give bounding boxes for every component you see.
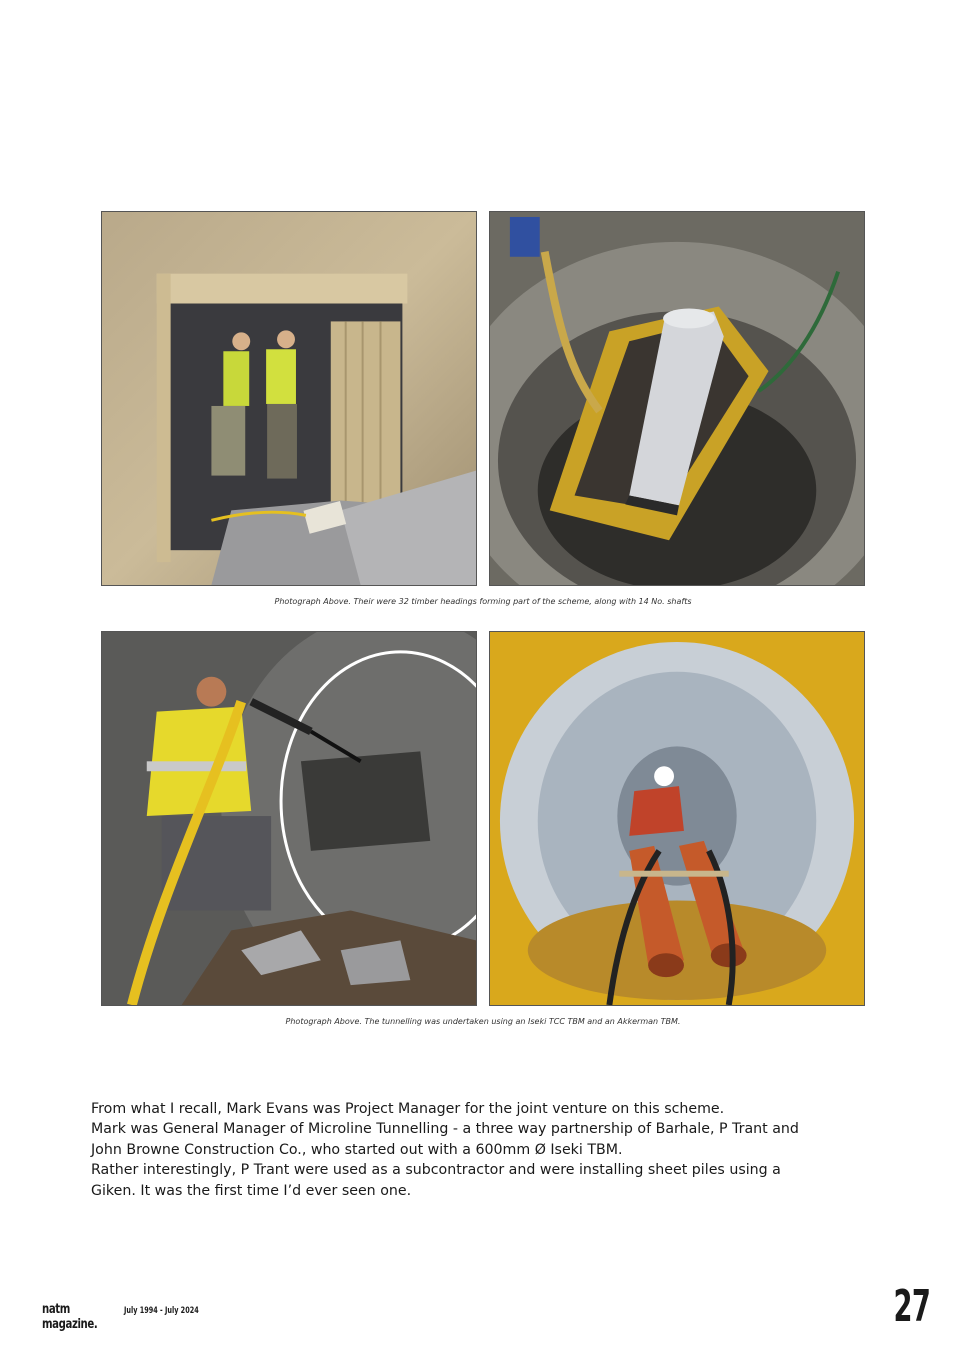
shaft-jacking-rig-photo	[489, 211, 865, 586]
footer	[42, 1302, 228, 1332]
body-line: Mark was General Manager of Microline Tunnelling - a three way partnership of Barhale, P Trant and	[91, 1121, 799, 1138]
page-number: 27	[893, 1281, 930, 1332]
body-line: John Browne Construction Co., who started out with a 600mm Ø Iseki TBM.	[91, 1141, 623, 1158]
caption-bottom: Photograph Above. The tunnelling was undertaken using an Iseki TCC TBM and an Akkerman TBM.	[285, 1017, 681, 1026]
body-line: Giken. It was the first time I’d ever seen one.	[91, 1182, 412, 1199]
tunnel-pipe-photo	[489, 631, 865, 1006]
body-text	[91, 1099, 851, 1201]
issue-dates: July 1994 - July 2024	[124, 1306, 199, 1316]
timber-heading-photo	[101, 211, 477, 586]
breaking-out-photo	[101, 631, 477, 1006]
magazine-name: natm magazine.	[42, 1302, 98, 1332]
body-line: From what I recall, Mark Evans was Project Manager for the joint venture on this scheme.	[91, 1101, 725, 1117]
caption-top: Photograph Above. Their were 32 timber headings forming part of the scheme, along with 14 No. shafts	[274, 597, 692, 606]
body-line: Rather interestingly, P Trant were used as a subcontractor and were installing sheet piles using a	[91, 1162, 781, 1179]
